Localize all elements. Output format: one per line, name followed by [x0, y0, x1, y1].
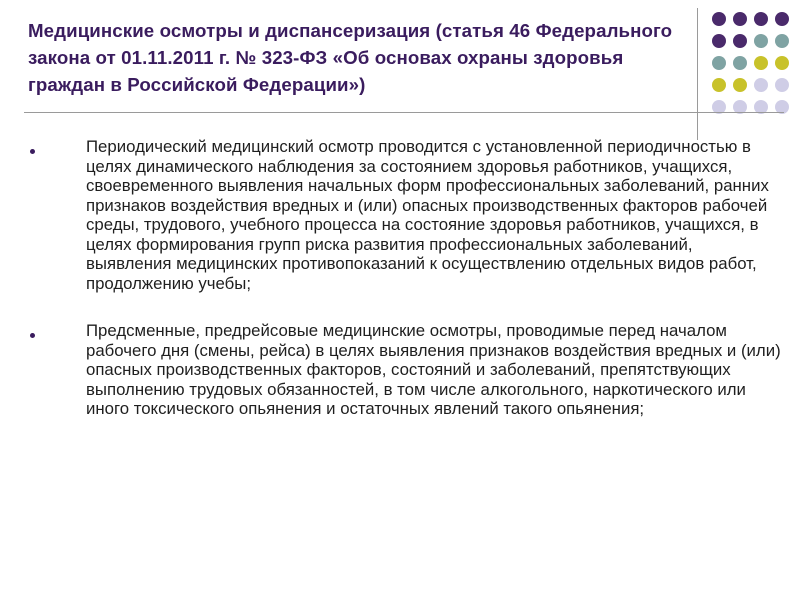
decor-dot-purple	[775, 12, 789, 26]
decor-dot-purple	[712, 34, 726, 48]
decor-dot-olive	[733, 78, 747, 92]
decor-dot-olive	[712, 78, 726, 92]
bullet-dot-icon	[30, 333, 35, 338]
bullet-dot-icon	[30, 149, 35, 154]
decor-dot-teal	[754, 34, 768, 48]
horizontal-divider	[24, 112, 784, 113]
decor-dot-olive	[754, 56, 768, 70]
decor-dot-lavender	[775, 78, 789, 92]
decor-dot-teal	[775, 34, 789, 48]
bullet-text: Периодический медицинский осмотр проводится с установленной периодичностью в целях динамического наблюдения за состоянием здоровья работников, учащихся, своевременного выявления начальных форм профессиональных заболеваний, ранних признаков воздействия вредных и (или) опасных производственных факторов рабочей среды, трудового, учебного процесса на состояние здоровья работников, учащихся, в целях формирования групп риска развития профессиональных заболеваний, выявления медицинских противопоказаний к осуществлению отдельных видов работ, продолжению учебы;	[86, 137, 769, 293]
decor-dot-olive	[775, 56, 789, 70]
decor-dot-purple	[733, 12, 747, 26]
decor-dot-purple	[712, 12, 726, 26]
bullet-list	[30, 137, 782, 447]
bullet-text: Предсменные, предрейсовые медицинские осмотры, проводимые перед началом рабочего дня (смены, рейса) в целях выявления признаков воздействия вредных и (или) опасных производственных факторов, состояний и заболеваний, препятствующих выполнению трудовых обязанностей, в том числе алкогольного, наркотического или иного токсического опьянения и остаточных явлений такого опьянения;	[86, 321, 781, 418]
bullet-item-periodic-exam	[30, 137, 782, 293]
decor-dot-teal	[733, 56, 747, 70]
decor-dot-lavender	[754, 78, 768, 92]
decor-dot-purple	[733, 34, 747, 48]
slide-title: Медицинские осмотры и диспансеризация (статья 46 Федерального закона от 01.11.2011 г. № 323-ФЗ «Об основах охраны здоровья граждан в Российской Федерации»)	[28, 20, 673, 95]
bullet-item-preshift-exam	[30, 321, 782, 419]
decor-dot-purple	[754, 12, 768, 26]
decor-dot-teal	[712, 56, 726, 70]
